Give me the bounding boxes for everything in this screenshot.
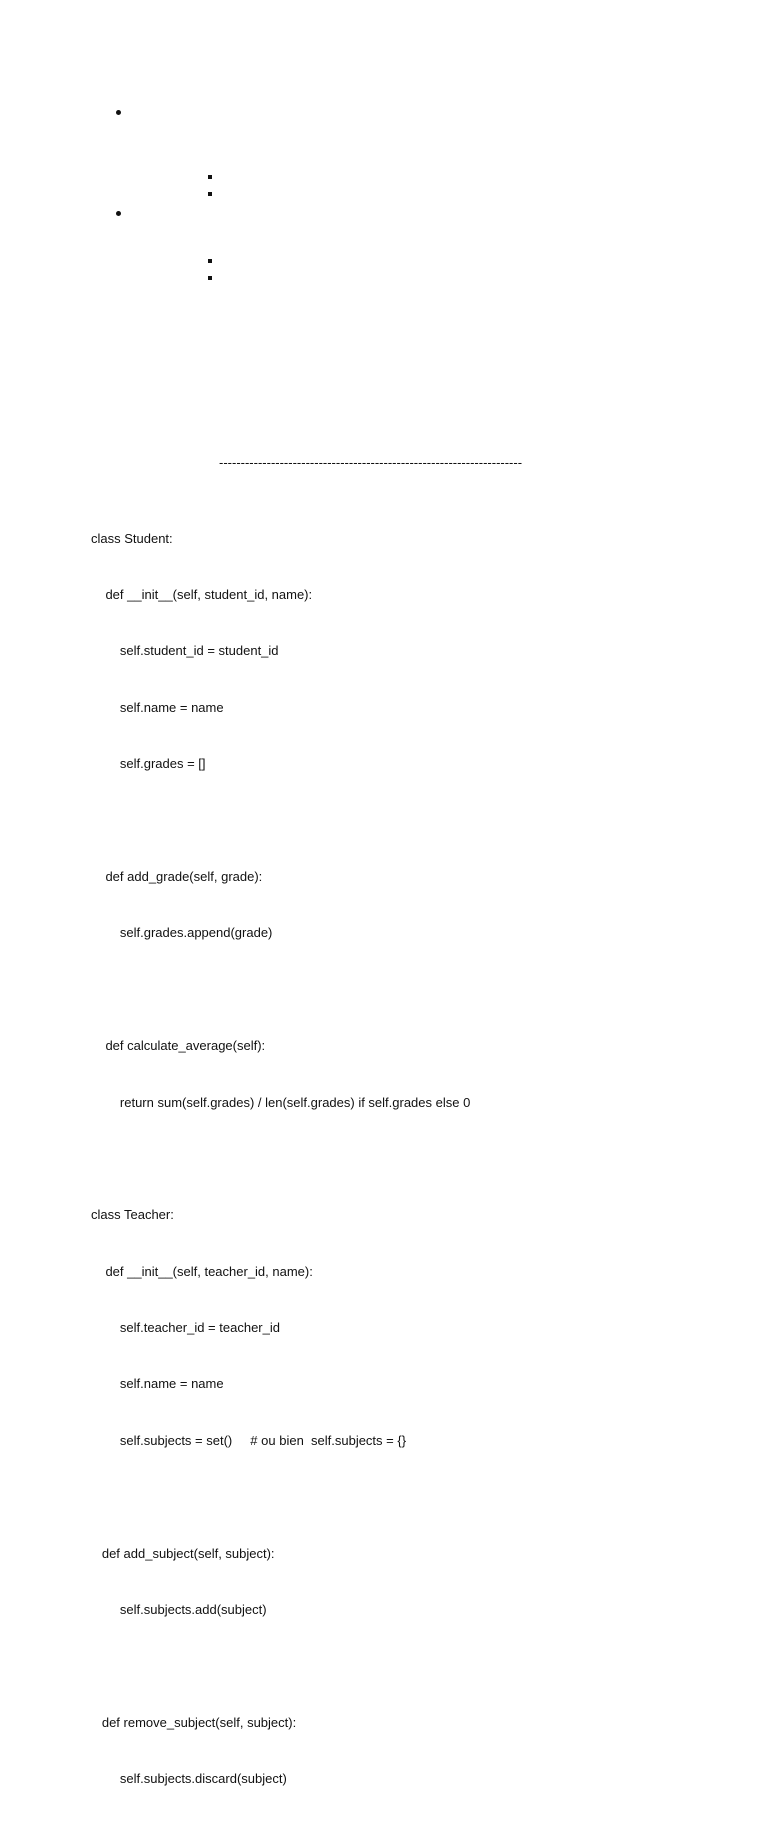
code-line: def add_grade(self, grade): (91, 868, 263, 884)
separator-line: ---------------------------------------------------------------------- (219, 455, 523, 470)
code-line: self.teacher_id = teacher_id (91, 1320, 280, 1336)
code-line (91, 812, 470, 831)
code-line: def __init__(self, teacher_id, name): (91, 1263, 313, 1279)
sublist-bullet-1b (208, 192, 212, 196)
code-block (91, 492, 470, 1827)
code-line: self.subjects.discard(subject) (91, 1771, 287, 1787)
code-line (91, 1657, 470, 1676)
list-bullet-2 (116, 211, 121, 216)
code-line: class Student: (91, 530, 173, 546)
code-line (91, 1488, 470, 1507)
code-line: self.name = name (91, 1376, 224, 1392)
sublist-bullet-2b (208, 276, 212, 280)
code-line: def remove_subject(self, subject): (91, 1714, 297, 1730)
code-line: self.name = name (91, 699, 224, 715)
code-line: return sum(self.grades) / len(self.grades) if self.grades else 0 (91, 1094, 471, 1110)
code-line: self.subjects.add(subject) (91, 1602, 267, 1618)
code-line: def add_subject(self, subject): (91, 1545, 275, 1561)
code-line: class Teacher: (91, 1207, 174, 1223)
sublist-bullet-1a (208, 175, 212, 179)
code-line: self.student_id = student_id (91, 643, 279, 659)
code-line: def calculate_average(self): (91, 1038, 266, 1054)
code-line: self.subjects = set() # ou bien self.subjects = {} (91, 1432, 407, 1448)
code-line: def __init__(self, student_id, name): (91, 586, 313, 602)
code-line: self.grades = [] (91, 756, 206, 772)
code-line (91, 981, 470, 1000)
code-line (91, 1150, 470, 1169)
list-bullet-1 (116, 110, 121, 115)
code-line: self.grades.append(grade) (91, 925, 273, 941)
sublist-bullet-2a (208, 259, 212, 263)
